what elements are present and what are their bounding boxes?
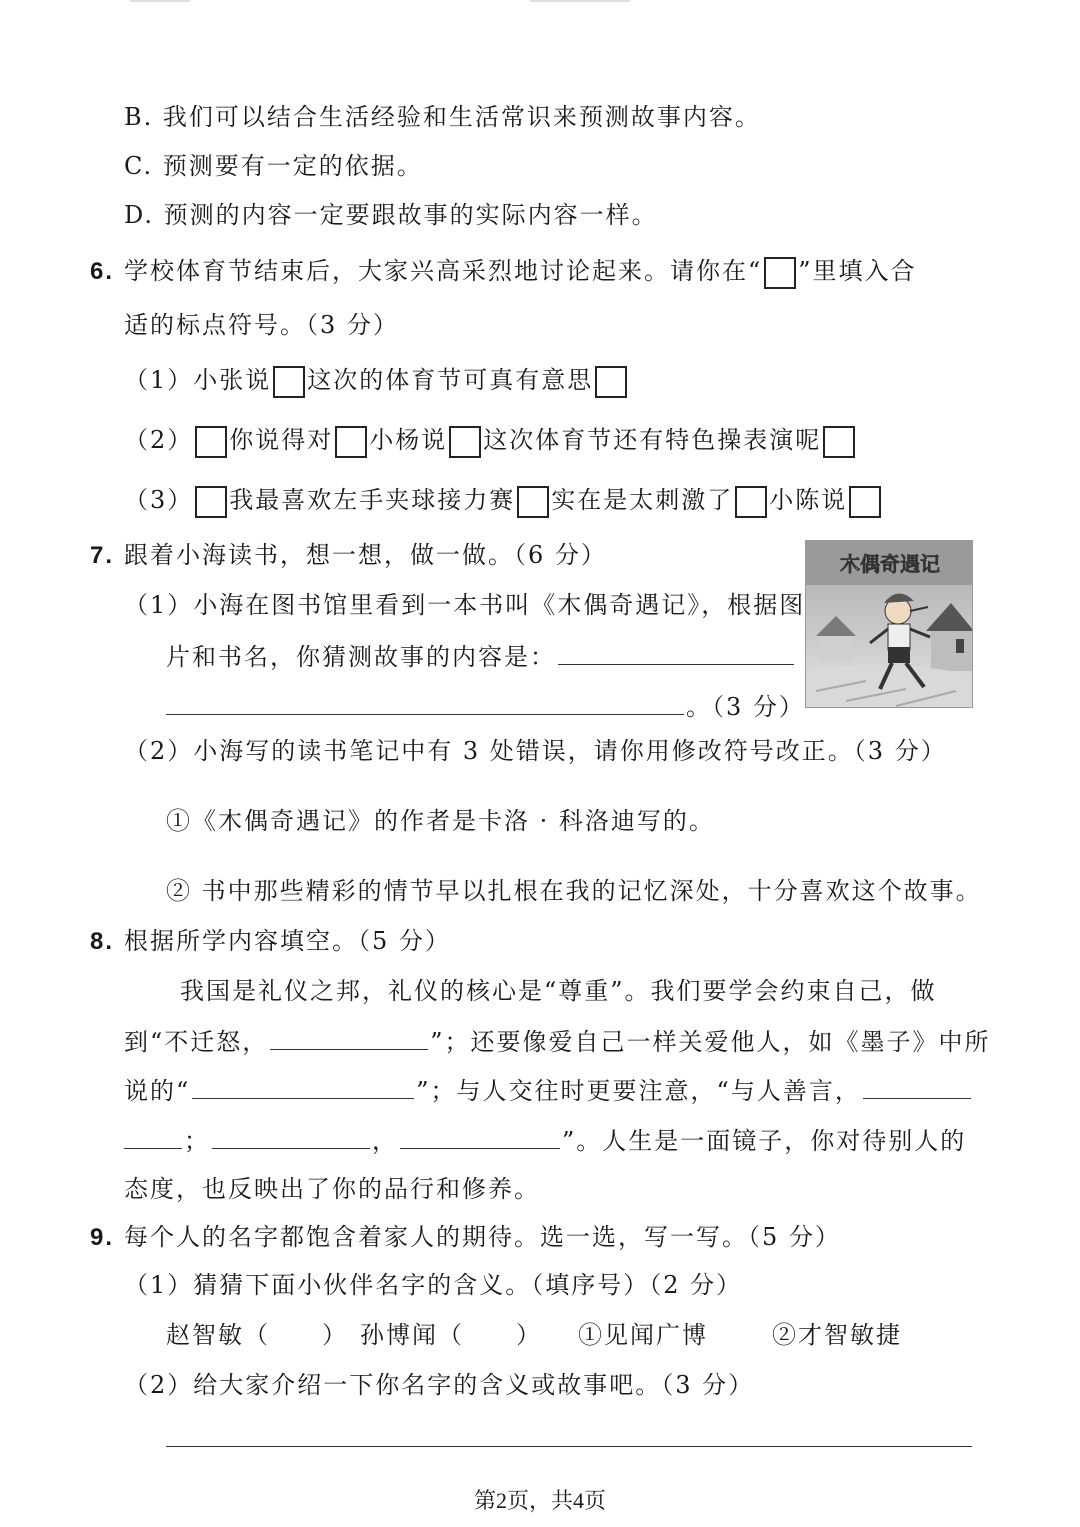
q5-option-c: C. 预测要有一定的依据。 xyxy=(124,152,423,180)
q8-text: ”；与人交往时更要注意，“与人善言， xyxy=(416,1077,861,1105)
answer-blank[interactable] xyxy=(558,640,794,665)
q8-line-2 xyxy=(124,1025,991,1057)
answer-box[interactable] xyxy=(517,486,549,518)
q8-stem-text: 根据所学内容填空。（5 分） xyxy=(124,927,451,955)
q6-s1-part: 这次的体育节可真有意思 xyxy=(307,366,594,394)
q9-part1: （1）猜猜下面小伙伴名字的含义。（填序号）（2 分） xyxy=(124,1271,743,1299)
q6-s2-part: 小杨说 xyxy=(369,426,448,454)
answer-box[interactable] xyxy=(195,426,227,458)
q7-number: 7. xyxy=(90,542,115,569)
answer-blank[interactable] xyxy=(166,690,684,715)
answer-box[interactable] xyxy=(335,426,367,458)
answer-line[interactable] xyxy=(166,1446,972,1447)
q6-s3-part: （3） xyxy=(124,486,194,514)
q7-part1-line1: （1）小海在图书馆里看到一本书叫《木偶奇遇记》，根据图 xyxy=(124,591,806,619)
q6-stem-text-a: 学校体育节结束后，大家兴高采烈地讨论起来。请你在“ xyxy=(124,257,763,285)
answer-box[interactable] xyxy=(764,257,796,289)
answer-blank[interactable] xyxy=(212,1124,370,1149)
q9-name-2[interactable]: 孙博闻（ ） xyxy=(360,1321,542,1349)
q7-part1-text: 片和书名，你猜测故事的内容是： xyxy=(166,643,556,671)
book-cover-image xyxy=(805,540,973,708)
q7-part1-line2 xyxy=(166,640,796,672)
q8-line-1: 我国是礼仪之邦，礼仪的核心是“尊重”。我们要学会约束自己，做 xyxy=(180,977,937,1005)
q7-note-1: ①《木偶奇遇记》的作者是卡洛 · 科洛迪写的。 xyxy=(166,807,715,835)
q6-s2-part: 这次体育节还有特色操表演呢 xyxy=(483,426,822,454)
q8-number: 8. xyxy=(90,928,115,955)
q6-s1-part: （1）小张说 xyxy=(124,366,272,394)
answer-blank[interactable] xyxy=(192,1074,414,1099)
q6-sentence-2 xyxy=(124,425,857,458)
q8-stem xyxy=(90,926,451,957)
book-cover-title: 木偶奇遇记 xyxy=(840,552,940,576)
q8-text: ， xyxy=(372,1127,398,1155)
q6-sentence-1 xyxy=(124,365,629,398)
q6-stem xyxy=(90,256,917,289)
q9-name-1[interactable]: 赵智敏（ ） xyxy=(166,1321,348,1349)
q6-number: 6. xyxy=(90,258,115,285)
q6-stem-cont: 适的标点符号。（3 分） xyxy=(124,311,399,339)
q7-stem xyxy=(90,540,607,571)
q6-sentence-3 xyxy=(124,485,883,518)
q8-text: ； xyxy=(184,1127,210,1155)
book-cover-illustration xyxy=(806,541,973,708)
q8-line-3 xyxy=(124,1074,973,1106)
page-number: 第2页，共4页 xyxy=(473,1488,606,1513)
q6-s3-part: 小陈说 xyxy=(769,486,848,514)
q9-stem-text: 每个人的名字都饱含着家人的期待。选一选，写一写。（5 分） xyxy=(124,1223,841,1251)
q5-option-b: B. 我们可以结合生活经验和生活常识来预测故事内容。 xyxy=(124,103,761,131)
scan-mark xyxy=(130,0,190,2)
q8-text: ”；还要像爱自己一样关爱他人，如《墨子》中所 xyxy=(430,1028,991,1056)
answer-box[interactable] xyxy=(849,486,881,518)
scan-mark xyxy=(530,0,630,2)
q6-s2-part: （2） xyxy=(124,426,194,454)
q6-s3-part: 实在是太刺激了 xyxy=(551,486,734,514)
answer-blank[interactable] xyxy=(270,1025,428,1050)
q8-text: 到“不迁怒， xyxy=(124,1028,269,1056)
q9-part2: （2）给大家介绍一下你名字的含义或故事吧。（3 分） xyxy=(124,1371,755,1399)
answer-box[interactable] xyxy=(449,426,481,458)
answer-box[interactable] xyxy=(195,486,227,518)
q9-option-2: ②才智敏捷 xyxy=(772,1321,902,1349)
q6-s2-part: 你说得对 xyxy=(229,426,334,454)
answer-box[interactable] xyxy=(273,366,305,398)
q8-line-5: 态度，也反映出了你的品行和修养。 xyxy=(124,1175,540,1203)
q8-text: ”。人生是一面镜子，你对待别人的 xyxy=(562,1127,967,1155)
q7-part1-line3 xyxy=(166,690,805,722)
q8-text: 说的“ xyxy=(124,1077,191,1105)
q8-line-4 xyxy=(124,1124,966,1156)
q9-stem xyxy=(90,1222,841,1253)
q7-note-2: ② 书中那些精彩的情节早以扎根在我的记忆深处，十分喜欢这个故事。 xyxy=(166,877,982,905)
q9-option-1: ①见闻广博 xyxy=(578,1321,708,1349)
answer-box[interactable] xyxy=(595,366,627,398)
answer-blank[interactable] xyxy=(400,1124,560,1149)
answer-box[interactable] xyxy=(823,426,855,458)
q6-s3-part: 我最喜欢左手夹球接力赛 xyxy=(229,486,516,514)
answer-blank[interactable] xyxy=(124,1124,182,1149)
q9-number: 9. xyxy=(90,1224,115,1251)
answer-box[interactable] xyxy=(735,486,767,518)
q5-option-d: D. 预测的内容一定要跟故事的实际内容一样。 xyxy=(124,201,658,229)
q6-stem-text-b: ”里填入合 xyxy=(798,257,917,285)
q7-stem-text: 跟着小海读书，想一想，做一做。（6 分） xyxy=(124,541,607,569)
q7-part2: （2）小海写的读书笔记中有 3 处错误，请你用修改符号改正。（3 分） xyxy=(124,737,947,765)
answer-blank[interactable] xyxy=(863,1074,971,1099)
q7-part1-score: 。（3 分） xyxy=(686,693,805,721)
